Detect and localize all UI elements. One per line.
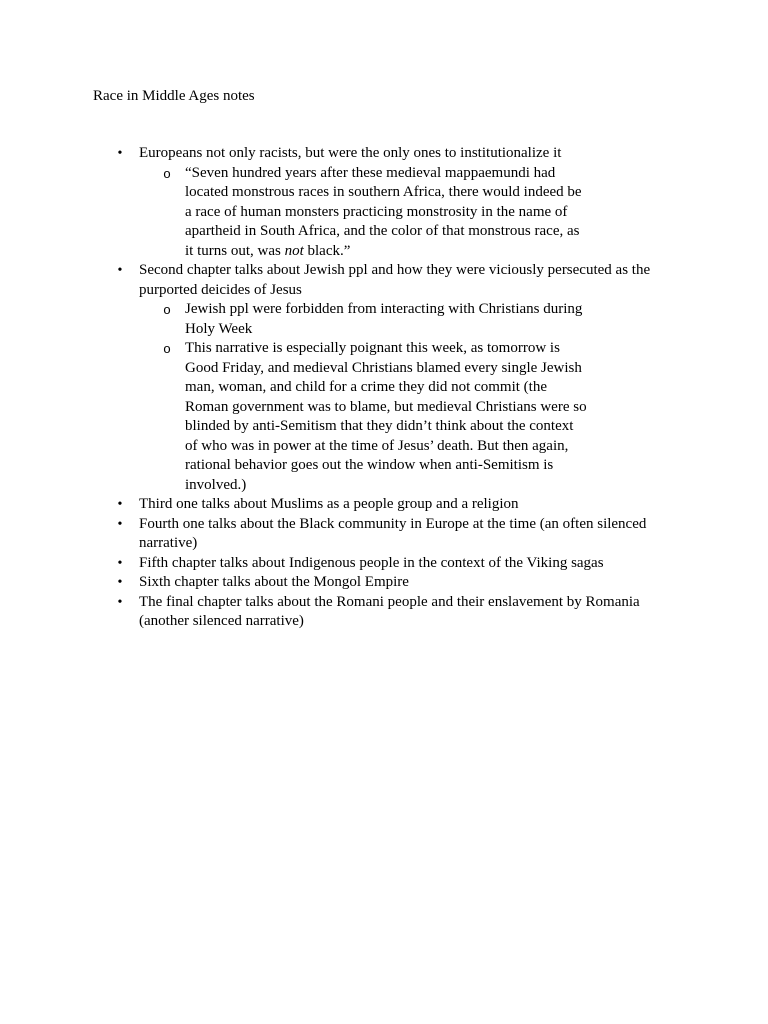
list-item-text: Third one talks about Muslims as a people group and a religion <box>139 496 519 512</box>
bullet-icon: • <box>117 497 123 512</box>
sub-list <box>0 300 678 495</box>
list-item-text: The final chapter talks about the Romani people and their enslavement by Romania (another silenced narrative) <box>139 593 640 629</box>
list-item <box>0 261 768 495</box>
list-item <box>0 554 768 574</box>
list-item-text: Second chapter talks about Jewish ppl and how they were viciously persecuted as the purported deicides of Jesus <box>139 262 651 298</box>
sub-list-item <box>0 339 678 495</box>
list-item-text: Fifth chapter talks about Indigenous people in the context of the Viking sagas <box>139 554 604 571</box>
bullet-icon: • <box>117 263 123 278</box>
bullet-icon: • <box>117 516 123 532</box>
list-item <box>0 593 768 632</box>
sub-list-item-text: This narrative is especially poignant this week, as tomorrow is Good Friday, and medieval Christians blamed every single Jewish man, woman, and child for a crime they did not commit (the Roman government was to blame, but medieval Christians were so blinded by anti-Semitism that they didn’t think about the context of who was in power at the time of Jesus’ death. But then again, rational behavior goes out the window when anti-Semitism is involved.) <box>185 340 587 493</box>
bullet-icon: • <box>117 555 123 571</box>
list-item <box>0 573 768 593</box>
list-item-text: Europeans not only racists, but were the only ones to institutionalize it <box>139 145 562 161</box>
list-item-text: Fourth one talks about the Black community in Europe at the time (an often silenced narrative) <box>139 515 647 551</box>
emphasis-text: not <box>284 242 304 259</box>
document-title: Race in Middle Ages notes <box>93 88 255 104</box>
sub-list <box>0 164 678 262</box>
circle-bullet-icon: o <box>163 302 171 317</box>
list-item <box>0 495 768 515</box>
list-item <box>0 515 768 554</box>
quote-text-end: black.” <box>303 242 351 259</box>
sub-list-item <box>0 164 678 262</box>
notes-list <box>0 144 768 632</box>
quote-text: “Seven hundred years after these medieval mappaemundi had located monstrous races in southern Africa, there would indeed be a race of human monsters practicing monstrosity in the name of apartheid in South Africa, and the color of that monstrous race, as it turns out, was <box>185 164 582 259</box>
circle-bullet-icon: o <box>163 341 171 356</box>
sub-list-item <box>0 300 678 339</box>
bullet-icon: • <box>117 594 123 610</box>
sub-list-item-text: Jewish ppl were forbidden from interacting with Christians during Holy Week <box>185 301 583 337</box>
list-item-text: Sixth chapter talks about the Mongol Empire <box>139 574 409 590</box>
bullet-icon: • <box>117 575 123 590</box>
circle-bullet-icon: o <box>163 165 171 181</box>
bullet-icon: • <box>117 146 123 161</box>
list-item <box>0 144 768 261</box>
